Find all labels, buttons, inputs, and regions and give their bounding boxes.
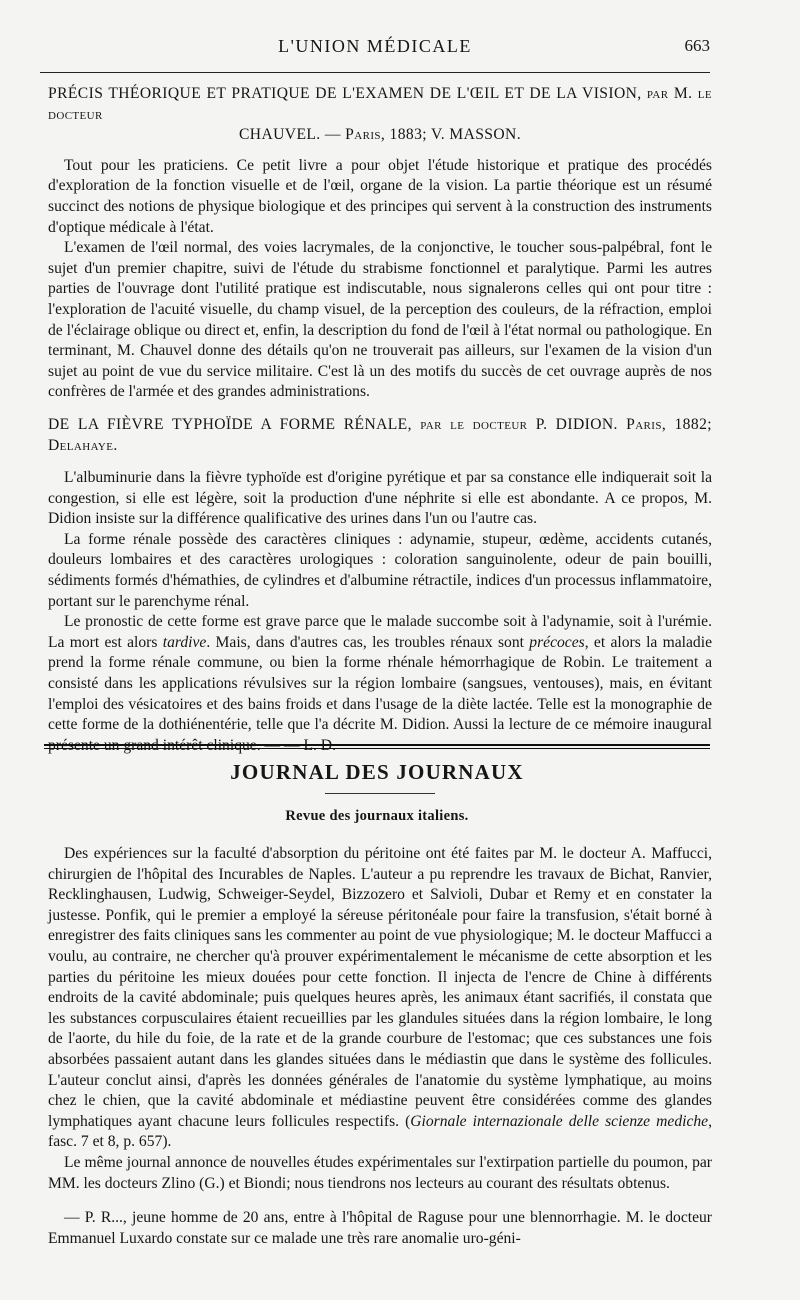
- header-rule: [40, 72, 710, 73]
- paragraph: Des expériences sur la faculté d'absorption du péritoine ont été faites par M. le docteur A. Maffucci, chirurgien de l'hôpital des Incurables de Naples. L'auteur a pu reprendre les travaux de Bichat, Ranvier, Recklinghausen, Ludwig, Schweiger-Seydel, Bizzozero et Salvioli, Dubar et Remy et en constater la justesse. Ponfik, qui le premier a employé la séreuse péritonéale pour faire la transfusion, s'était borné à enregistrer des faits cliniques sans les commenter au point de vue physiologique; M. le docteur Maffucci a voulu, au contraire, ne chercher qu'à prouver expérimentalement le mécanisme de cette absorption et les parties du péritoine les mieux douées pour cette fonction. Il injecta de l'encre de Chine à différents endroits de la cavité abdominale; puis quelques heures après, les animaux étant sacrifiés, il constata que les substances corpusculaires étaient recueillies par les glandules situées dans la région lombaire, le long de l'aorte, du hile du foie, de la rate et de la grande courbure de l'estomac; que ces substances une fois absorbées passaient autant dans les glandes situées dans le médiastin que dans le système des follicules. L'auteur conclut ainsi, d'après les données générales de l'anatomie du système lymphatique, au moins chez le chien, que la cavité abdominale et médiastine peuvent être considérées comme des glandes lymphatiques ayant chacune leurs follicules respectifs. (Giornale internazionale delle scienze mediche, fasc. 7 et 8, p. 657).: [48, 845, 712, 1151]
- journal-source: Giornale internazionale delle scienze mediche: [410, 1112, 709, 1130]
- paragraph: Le même journal annonce de nouvelles études expérimentales sur l'extirpation partielle du poumon, par MM. les docteurs Zlino (G.) et Biondi; nous tiendrons nos lecteurs au courant des résultats obtenus.: [48, 1153, 712, 1192]
- title-underline: [325, 793, 435, 794]
- section-title: JOURNAL DES JOURNAUX: [230, 760, 524, 784]
- section-separator: [44, 744, 710, 749]
- subsection-title: Revue des journaux italiens.: [285, 808, 469, 824]
- paragraph: — P. R..., jeune homme de 20 ans, entre à l'hôpital de Raguse pour une blennorrhagie. M. le docteur Emmanuel Luxardo constate sur ce malade une très rare anomalie uro-géni-: [48, 1209, 712, 1247]
- review-heading-chauvel: [48, 84, 712, 125]
- italic-term: tardive: [162, 633, 207, 651]
- paragraph: L'albuminurie dans la fièvre typhoïde est d'origine pyrétique et par sa constance elle indiquerait soit la congestion, si elle est légère, soit la production d'une néphrite si elle est abondante. A ce propos, M. Didion insiste sur la différence qualificative des urines dans l'un ou l'autre cas.: [48, 469, 712, 528]
- review-title: PRÉCIS THÉORIQUE ET PRATIQUE DE L'EXAMEN DE L'ŒIL ET DE LA VISION, par M. le docteur: [48, 85, 712, 123]
- paragraph: Tout pour les praticiens. Ce petit livre a pour objet l'étude historique et pratique des procédés d'exploration de la fonction visuelle et de l'œil, organe de la vision. La partie théorique est un résumé succinct des notions de physique biologique et des principes qui servent à la construction des instruments d'optique médicale à l'état.: [48, 156, 712, 236]
- journal-section: [48, 844, 712, 1249]
- reviews-section: [48, 84, 712, 756]
- review-author-line: CHAUVEL. — Paris, 1883; V. MASSON.: [239, 126, 521, 144]
- paragraph: L'examen de l'œil normal, des voies lacrymales, de la conjonctive, le toucher sous-palpébral, font le sujet d'un premier chapitre, suivi de l'étude du strabisme fonctionnel et paralytique. Parmi les autres parties de l'ouvrage dont l'utilité pratique est indiscutable, nous signalerons celles qui ont pour titre : l'exploration de l'acuité visuelle, du champ visuel, de la perception des couleurs, de la réfraction, emploi de l'éclairage oblique ou direct et, enfin, la description du fond de l'œil à l'état normal ou pathologique. En terminant, M. Chauvel donne des détails qu'on ne trouverait pas ailleurs, sur l'examen de la vision d'un sujet au point de vue du service militaire. C'est là un des motifs du succès de cet ouvrage auprès de nos confrères de l'armée et des grandes administrations.: [48, 239, 712, 401]
- paragraph: Le pronostic de cette forme est grave parce que le malade succombe soit à l'adynamie, soit à l'urémie. La mort est alors tardive. Mais, dans d'autres cas, les troubles rénaux sont précoces, et alors la maladie prend la forme rénale commune, ou bien la forme rhénale hémorrhagique de Robin. Le traitement a consisté dans les applications révulsives sur la région lombaire (sangsues, ventouses), mais, en évitant l'emploi des vésicatoires et des bains froids et dans l'usage de la diète lactée. Telle est la monographie de cette forme de la dothiénentérie, telle que l'a décrite M. Didion. Aussi la lecture de ce mémoire inaugural présente un grand intérêt clinique. — — L. D.: [48, 613, 712, 754]
- running-title: L'UNION MÉDICALE: [278, 36, 472, 56]
- page-header: [40, 36, 710, 66]
- paragraph: La forme rénale possède des caractères cliniques : adynamie, stupeur, œdème, accidents cutanés, douleurs lombaires et des caractères urologiques : coloration sanguinolente, odeur de pain bouilli, sédiments formés d'hémathies, de cylindres et d'albumine rétractile, indices d'un processus inflammatoire, portant sur le parenchyme rénal.: [48, 530, 712, 610]
- page-number: 663: [684, 36, 710, 55]
- italic-term: précoces: [529, 633, 585, 651]
- review-heading-didion: DE LA FIÈVRE TYPHOÏDE A FORME RÉNALE, par le docteur P. DIDION. Paris, 1882; Delahaye.: [48, 415, 712, 454]
